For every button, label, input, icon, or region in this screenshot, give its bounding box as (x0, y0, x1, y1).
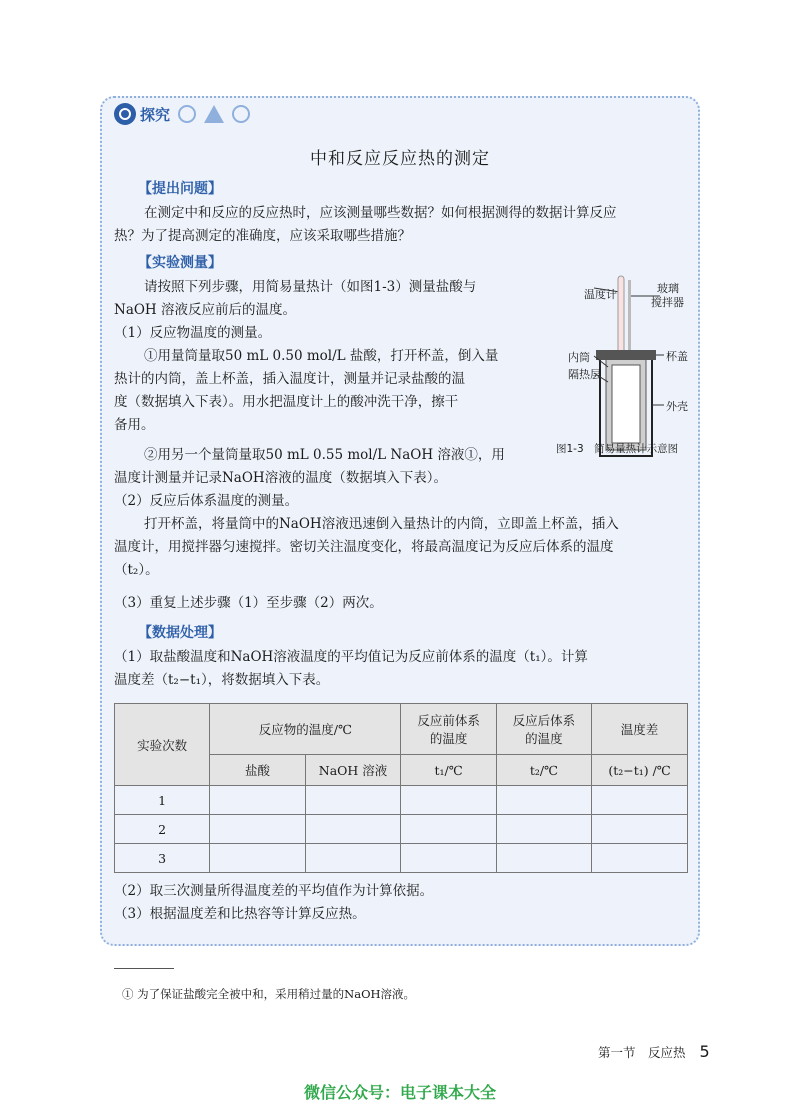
explore-badge (114, 103, 250, 125)
label-insulation: 隔热层 (568, 368, 601, 381)
cell-diff[interactable] (592, 815, 688, 844)
cell-hcl[interactable] (210, 844, 305, 873)
measure-line-6c: （t₂）。 (114, 562, 159, 578)
cell-naoh[interactable] (305, 844, 401, 873)
cell-t1[interactable] (401, 786, 496, 815)
th-before-1: 反应前体系 (417, 713, 480, 728)
data-line-1a: （1）取盐酸温度和NaOH溶液温度的平均值记为反应前体系的温度（t₁）。计算 (114, 649, 588, 665)
cell-t2[interactable] (496, 786, 591, 815)
th-after-1: 反应后体系 (512, 713, 576, 728)
measure-line-3c: 度（数据填入下表）。用水把温度计上的酸冲洗干净，擦干 (114, 394, 459, 410)
table-row (115, 786, 688, 815)
th-diff: 温度差 (592, 704, 688, 755)
measure-line-4b: 温度计测量并记录NaOH溶液的温度（数据填入下表）。 (114, 470, 447, 486)
section-measure: 【实验测量】 (138, 255, 222, 271)
measure-line-4a: ②用另一个量筒量取50 mL 0.55 mol/L NaOH 溶液①，用 (144, 447, 505, 463)
measure-line-6a: 打开杯盖，将量筒中的NaOH溶液迅速倒入量热计的内筒，立即盖上杯盖，插入 (144, 516, 619, 532)
measure-line-1b: NaOH 溶液反应前后的温度。 (114, 302, 296, 318)
th-t2: t₂/℃ (496, 755, 591, 786)
label-stirrer-1: 玻璃 (657, 282, 679, 295)
explore-icon (114, 103, 136, 125)
trial-number: 2 (115, 815, 210, 844)
measure-line-2: （1）反应物温度的测量。 (114, 325, 272, 341)
page-title: 中和反应反应热的测定 (310, 149, 490, 169)
label-thermometer: 温度计 (584, 288, 617, 301)
th-t1: t₁/℃ (401, 755, 496, 786)
th-hcl: 盐酸 (210, 755, 305, 786)
cell-hcl[interactable] (210, 786, 305, 815)
ask-line-1: 在测定中和反应的反应热时，应该测量哪些数据？如何根据测得的数据计算反应 (144, 205, 617, 221)
data-table (114, 703, 688, 873)
page-number: 5 (699, 1042, 710, 1061)
th-naoh: NaOH 溶液 (305, 755, 401, 786)
data-line-1b: 温度差（t₂−t₁），将数据填入下表。 (114, 672, 330, 688)
section-ask: 【提出问题】 (138, 181, 222, 197)
th-trial: 实验次数 (115, 704, 210, 786)
label-stirrer-2: 搅拌器 (651, 296, 684, 309)
th-reactant: 反应物的温度/℃ (210, 704, 401, 755)
data-line-2: （2）取三次测量所得温度差的平均值作为计算依据。 (114, 883, 434, 899)
th-diff-unit: (t₂−t₁) /℃ (592, 755, 688, 786)
cell-t2[interactable] (496, 844, 591, 873)
trial-number: 3 (115, 844, 210, 873)
circle-icon (178, 105, 196, 123)
label-lid: 杯盖 (666, 350, 688, 363)
data-line-3: （3）根据温度差和比热容等计算反应热。 (114, 906, 366, 922)
figure-caption: 图1-3 简易量热计示意图 (556, 443, 679, 455)
footnote: ① 为了保证盐酸完全被中和，采用稍过量的NaOH溶液。 (122, 987, 416, 1001)
triangle-icon (204, 105, 224, 123)
measure-line-6b: 温度计，用搅拌器匀速搅拌。密切关注温度变化，将最高温度记为反应后体系的温度 (114, 539, 614, 555)
table-row (115, 844, 688, 873)
cell-diff[interactable] (592, 786, 688, 815)
ask-line-2: 热？为了提高测定的准确度，应该采取哪些措施？ (114, 228, 411, 244)
label-shell: 外壳 (666, 400, 688, 413)
trial-number: 1 (115, 786, 210, 815)
section-data: 【数据处理】 (138, 625, 222, 641)
footnote-rule (114, 968, 174, 969)
cell-diff[interactable] (592, 844, 688, 873)
explore-label: 探究 (140, 105, 171, 124)
cell-t1[interactable] (401, 815, 496, 844)
th-after (496, 704, 591, 755)
measure-line-3d: 备用。 (114, 417, 155, 433)
cell-t1[interactable] (401, 844, 496, 873)
cell-hcl[interactable] (210, 815, 305, 844)
table-row (115, 815, 688, 844)
watermark: 微信公众号：电子课本大全 (303, 1083, 496, 1102)
ring-icon (232, 105, 250, 123)
label-inner: 内筒 (568, 351, 590, 364)
th-after-2: 的温度 (525, 731, 563, 746)
page-footer (598, 1042, 710, 1061)
section-name: 第一节 反应热 (598, 1045, 686, 1060)
cell-naoh[interactable] (305, 815, 401, 844)
measure-line-1a: 请按照下列步骤，用简易量热计（如图1-3）测量盐酸与 (144, 279, 477, 295)
measure-line-3b: 热计的内筒，盖上杯盖，插入温度计，测量并记录盐酸的温 (114, 371, 465, 387)
th-before-2: 的温度 (429, 731, 468, 746)
cell-t2[interactable] (496, 815, 591, 844)
cell-naoh[interactable] (305, 786, 401, 815)
th-before (401, 704, 496, 755)
measure-line-7: （3）重复上述步骤（1）至步骤（2）两次。 (114, 595, 383, 611)
measure-line-5: （2）反应后体系温度的测量。 (114, 493, 299, 509)
measure-line-3a: ①用量筒量取50 mL 0.50 mol/L 盐酸，打开杯盖，倒入量 (144, 348, 499, 364)
